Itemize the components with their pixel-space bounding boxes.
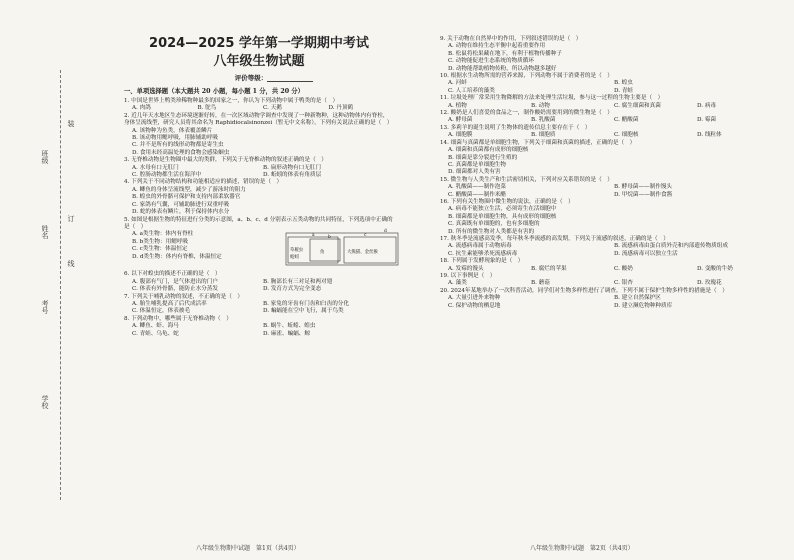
answer-option: D. 病毒	[697, 102, 717, 109]
question-options	[124, 301, 394, 316]
diagram-box-fish: 鱼	[320, 250, 325, 256]
question-stem: 15. 微生物与人类生产和生活密切相关，下列对应关系错误的是（ ）	[440, 176, 613, 183]
answer-option: B. 鸵鸟	[197, 105, 217, 112]
answer-option: A. 酵母菌	[448, 117, 473, 124]
answer-option: D. 发育方式为完全变态	[263, 286, 322, 293]
question-item	[124, 98, 394, 113]
question-item	[440, 125, 780, 140]
answer-option: A. 胎生哺乳提高了后代成活率	[132, 300, 207, 307]
answer-option: D. 霉菌	[697, 117, 717, 124]
diagram-box-earthworm: 蚯蚓	[290, 255, 299, 261]
answer-option: A. 该物种为鱼类，体表覆盖鳞片	[132, 127, 213, 134]
answer-option: B. 胸部长有三对足和两对翅	[263, 278, 333, 285]
eval-field	[154, 73, 394, 82]
answer-option: A. 病毒不能独立生活，必须寄生在活细胞中	[448, 206, 557, 213]
answer-option: A. 肉鸽	[132, 105, 151, 112]
question-item	[440, 36, 780, 73]
exam-subtitle: 八年级生物试题	[213, 54, 305, 69]
question-item	[124, 157, 394, 179]
answer-option: A. 发霉的馒头	[448, 265, 484, 272]
answer-option: D. 青蛙	[614, 87, 634, 94]
answer-option: C. 真菌既有单细胞的，也有多细胞的	[448, 221, 540, 228]
question-item	[124, 179, 394, 216]
left-content	[124, 36, 394, 338]
binding-word-1: 装	[67, 120, 75, 128]
answer-option: D. 变酸的牛奶	[697, 265, 733, 272]
answer-option: C. 细胞核	[614, 132, 639, 139]
question-item	[124, 113, 394, 157]
answer-option: B. 蜗牛、蚯蚓、蝗虫	[263, 323, 316, 330]
binding-margin	[0, 0, 96, 560]
question-item	[440, 236, 780, 258]
question-options	[124, 323, 394, 338]
answer-option: D. 食用未经高温处理的食物会感染蛔虫	[132, 149, 230, 156]
diagram-box-paramecium: 草履虫	[290, 248, 304, 254]
question-item	[124, 294, 394, 316]
answer-option: B. 腐烂的苹果	[531, 265, 567, 272]
answer-option: A. 鲫鱼、虾、海马	[132, 323, 179, 330]
answer-option: B. 家兔的牙齿有门齿和臼齿的分化	[263, 300, 349, 307]
answer-option: B. 松鼠将松果藏在地下，有利于植物传播种子	[448, 50, 562, 57]
question-item	[440, 73, 780, 95]
answer-option: A. 流感病毒属于动物病毒	[448, 243, 512, 250]
answer-option: B. 蘑菇	[531, 280, 550, 287]
question-stem: 14. 细菌与真菌都是单细胞生物，下列关于细菌和真菌的描述，正确的是（ ）	[440, 139, 636, 146]
question-options	[440, 206, 780, 236]
diagram-set-b	[310, 239, 340, 261]
question-item	[440, 273, 780, 288]
question-options	[440, 132, 780, 139]
question-options	[440, 266, 780, 273]
section-heading: 一、单项选择题（本大题共 20 小题，每小题 1 分，共 20 分）	[124, 88, 304, 95]
question-with-diagram	[124, 231, 394, 271]
margin-label-school: 学校	[41, 395, 49, 409]
question-options	[124, 165, 394, 180]
answer-option: D. d类生物：体内有脊椎，体温恒定	[132, 253, 222, 260]
question-stem: 2. 近几年天水地区生态环境逐渐好转，在一次区域动物学调查中发现了一种新物种，这种动物体内有脊柱，身体呈流线型，研究人员将其命名为 Raphidiocalsinonzei（暂无中文名称），下列有关说法正确的是（ ）	[124, 112, 393, 127]
answer-option: B. 蝗虫	[614, 80, 633, 87]
answer-option: A. 植物	[448, 102, 467, 109]
answer-option: B. 细菌都是单细胞生物，具有成形的细胞核	[448, 213, 557, 220]
answer-option: C. 腔肠动物都生活在海洋中	[132, 172, 202, 179]
answer-option: D. 丹顶鹤	[328, 105, 354, 112]
answer-option: A. 腹部有气门，是气体进出的门户	[132, 278, 218, 285]
left-page-footer: 八年级生物期中试题 第1页（共4页）	[196, 545, 300, 552]
diagram-label-d: d	[384, 229, 387, 235]
binding-word-2: 订	[67, 215, 75, 223]
question-options	[124, 231, 282, 261]
answer-option: C. 真菌都是单细胞生物	[448, 161, 506, 168]
answer-option: C. 天鹅	[263, 105, 282, 112]
answer-option: C. 酸奶	[614, 265, 633, 272]
eval-blank[interactable]	[267, 81, 313, 82]
answer-option: A. 鲫鱼的身体呈流线型，减少了游泳时的阻力	[132, 186, 246, 193]
answer-option: A. 细胞膜	[448, 132, 473, 139]
answer-option: B. 流感病毒由蛋白质外壳和内部遗传物质组成	[614, 243, 728, 250]
question-stem: 8. 下列动物中，哪些属于无脊椎动物（ ）	[124, 315, 232, 322]
question-options	[440, 243, 780, 258]
answer-option: D. 动物能帮助植物传粉，所以动物越多越好	[448, 65, 557, 72]
answer-option: D. 流感病毒可以独立生活	[614, 250, 678, 257]
answer-option: C. 抗生素能够杀死流感病毒	[448, 250, 518, 257]
answer-option: A. 动物在维持生态平衡中起着重要作用	[448, 43, 546, 50]
answer-option: D. 蝙蝠能在空中飞行，属于鸟类	[263, 308, 344, 315]
answer-option: D. 所有的微生物对人类都是有害的	[448, 228, 535, 235]
question-options	[124, 128, 394, 158]
question-item	[124, 217, 394, 272]
diagram-label-b: b	[328, 235, 331, 241]
answer-option: A. a类生物：体内有脊柱	[132, 231, 194, 238]
question-item	[440, 95, 780, 110]
answer-option: C. 青蛙、乌龟、蛇	[132, 330, 179, 337]
answer-option: C. 银杏	[614, 280, 633, 287]
answer-option: B. 酵母菌——制作馒头	[614, 184, 673, 191]
question-stem: 19. 以下事例是（ ）	[440, 273, 496, 279]
margin-label-name: 姓名	[41, 225, 49, 239]
answer-option: C. 腐生细菌和真菌	[614, 102, 661, 109]
right-question-list	[440, 36, 780, 310]
answer-option: B. 乳酸菌	[531, 117, 556, 124]
question-options	[440, 280, 780, 287]
answer-option: B. 细菌是靠分裂进行生殖的	[448, 154, 518, 161]
question-options	[440, 147, 780, 177]
answer-option: B. 该动物用鳃呼吸，用肺辅助呼吸	[132, 135, 218, 142]
question-stem: 20. 2024年某地举办了一次科普活动，同学们对生物多样性进行了调查，下列不属于保护生物多样性的措施是（ ）	[440, 287, 728, 294]
answer-option: D. 细菌都对人类有害	[448, 169, 501, 176]
answer-option: D. 建立濒危物种种质库	[614, 302, 673, 309]
answer-option: B. 蝗虫的外骨骼可保护和支持内部柔软器官	[132, 194, 241, 201]
answer-option: C. 体表有外骨骼，能防止水分蒸发	[132, 286, 218, 293]
answer-option: C. 人工培养的藻类	[448, 87, 495, 94]
question-options	[124, 105, 394, 112]
question-options	[440, 295, 780, 310]
answer-option: A. 水母有口无肛门	[132, 164, 179, 171]
question-options	[440, 103, 780, 110]
question-item	[440, 140, 780, 177]
question-item	[440, 177, 780, 199]
question-item	[440, 258, 780, 273]
question-stem: 13. 多莉羊的诞生说明了生物体的遗传信息主要存在于（ ）	[440, 124, 591, 131]
question-options	[124, 187, 394, 217]
answer-option: D. 蚯蚓的体表有角质层	[263, 172, 322, 179]
question-item	[440, 288, 780, 310]
answer-option: A. 大量引进外来物种	[448, 295, 501, 302]
question-options	[440, 184, 780, 199]
diagram-box-mammals: 大熊猫、金丝猴	[347, 250, 378, 256]
answer-option: C. 醋酸菌——制作米醋	[448, 191, 506, 198]
answer-option: C. c类生物：体温恒定	[132, 246, 188, 253]
answer-option: D. 麻雀、蝙蝠、鲸	[263, 330, 310, 337]
question-item	[124, 271, 394, 293]
answer-option: C. 体温恒定，体表被毛	[132, 308, 190, 315]
answer-option: A. 藻类	[448, 280, 467, 287]
question-stem: 3. 无脊椎动物是生物圈中最大的类群，下列关于无脊椎动物的叙述正确的是（ ）	[124, 157, 327, 164]
answer-option: D. 玫瑰花	[697, 280, 722, 287]
question-stem: 4. 下列关于不同动物结构和功能相适应的描述，错误的是（ ）	[124, 179, 283, 186]
question-stem: 9. 关于动物在自然界中的作用，下列叙述错误的是（ ）	[440, 36, 582, 42]
answer-option: A. 细菌和真菌都有成形的细胞核	[448, 147, 529, 154]
answer-option: B. b类生物：用鳃呼吸	[132, 238, 188, 245]
answer-option: B. 细胞质	[531, 132, 556, 139]
question-options	[440, 43, 780, 73]
question-stem: 16. 下列有关生物圈中微生物的说法，正确的是（ ）	[440, 198, 574, 205]
answer-option: C. 动物能促进生态系统的物质循环	[448, 58, 534, 65]
answer-option: D. 蛇的体表有鳞片，利于保持体内水分	[132, 209, 230, 216]
margin-label-class: 班级	[41, 150, 49, 164]
classification-diagram	[284, 227, 400, 267]
binding-line	[60, 70, 61, 500]
answer-option: C. 并不是所有的线形动物都是寄生虫	[132, 142, 224, 149]
answer-option: D. 甲烷菌——制作食酱	[614, 191, 673, 198]
binding-word-3: 线	[67, 260, 75, 268]
eval-label: 评价等级：	[234, 74, 268, 82]
question-item	[440, 199, 780, 236]
question-options	[440, 117, 780, 124]
answer-option: B. 动物	[531, 102, 550, 109]
left-question-list	[124, 98, 394, 338]
question-stem: 5. 如图是根据生物的特征进行分类的示意图，a、b、c、d 分别表示五类动物的共同特征，下列选项中正确的是（ ）	[124, 216, 393, 230]
question-stem: 10. 根据水生动物所需的营养来源，下列动物不属于消费者的是（ ）	[440, 73, 613, 80]
answer-option: B. 建立自然保护区	[614, 295, 661, 302]
right-content	[440, 36, 780, 310]
question-options	[124, 279, 394, 294]
diagram-label-a: a	[312, 233, 315, 239]
answer-option: C. 保护动物的栖息地	[448, 302, 501, 309]
right-page	[400, 0, 794, 560]
question-stem: 6. 以下对蝗虫的描述不正确的是（ ）	[124, 271, 221, 278]
question-item	[124, 316, 394, 338]
answer-option: B. 扁形动物有口无肛门	[263, 164, 322, 171]
question-stem: 12. 酸奶是人们喜爱的食品之一，制作酸奶需要用到的微生物是（ ）	[440, 110, 613, 117]
answer-option: C. 家鸽有气囊，可辅助肺进行双重呼吸	[132, 201, 230, 208]
answer-option: C. 醋酸菌	[614, 117, 639, 124]
right-page-footer: 八年级生物期中试题 第2页（共4页）	[530, 545, 634, 552]
question-stem: 7. 下列关于哺乳动物的叙述，不正确的是（ ）	[124, 293, 243, 300]
question-stem: 18. 下列属于发酵现象的是（ ）	[440, 258, 524, 265]
margin-label-exam-number: 考号	[41, 300, 49, 314]
diagram-label-c: c	[364, 233, 367, 239]
answer-option: A. 乳酸菌——制作泡菜	[448, 184, 506, 191]
question-options	[440, 80, 780, 95]
question-stem: 17. 秋冬季是流感高发季，每年秋冬季流感的高发期，下列关于流感的叙述，正确的是（ ）	[440, 235, 669, 242]
question-stem: 1. 中国是世界上鸭类珍稀物种最多的国家之一，你认为下列动物中属于鸭类的是（ ）	[124, 98, 339, 104]
question-item	[440, 110, 780, 125]
question-stem: 11. 垃圾处理厂常采用生物降解的方法来处理生活垃圾，参与这一过程的生物主要是（ ）	[440, 95, 664, 102]
answer-option: D. 线粒体	[697, 132, 722, 139]
answer-option: A. 河蚌	[448, 80, 467, 87]
exam-title: 2024—2025 学年第一学期期中考试	[149, 36, 369, 51]
